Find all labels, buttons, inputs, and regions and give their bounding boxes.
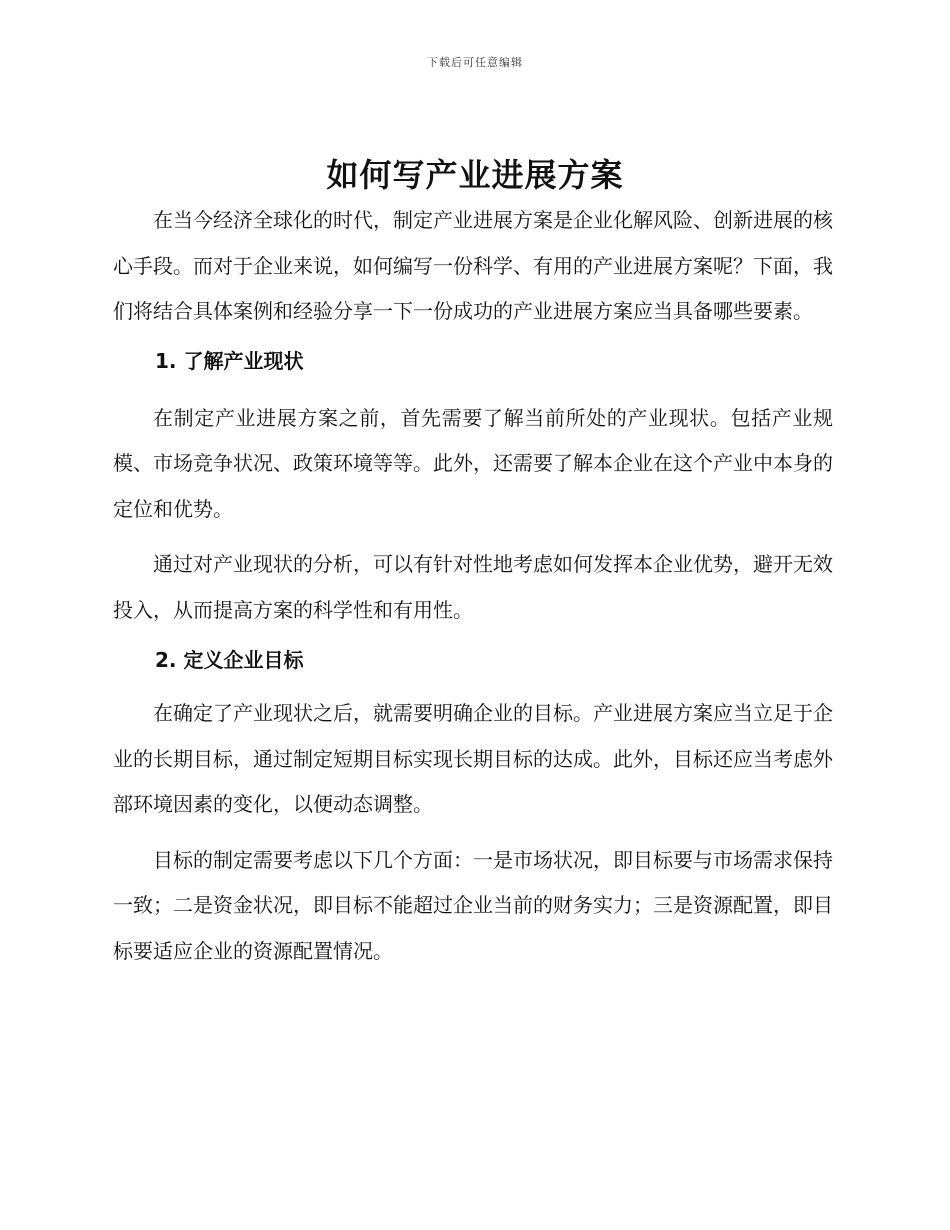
document-body xyxy=(113,198,833,984)
section-enterprise-goals xyxy=(113,645,833,974)
header-note: 下载后可任意编辑 xyxy=(427,56,523,69)
section-heading: 2. 定义企业目标 xyxy=(155,648,304,672)
section-paragraph: 通过对产业现状的分析，可以有针对性地考虑如何发挥本企业优势，避开无效投入，从而提高方案的科学性和有用性。 xyxy=(113,552,833,622)
section-paragraph: 目标的制定需要考虑以下几个方面：一是市场状况，即目标要与市场需求保持一致；二是资金状况，即目标不能超过企业当前的财务实力；三是资源配置，即目标要适应企业的资源配置情况。 xyxy=(113,847,833,963)
section-paragraph: 在确定了产业现状之后，就需要明确企业的目标。产业进展方案应当立足于企业的长期目标，通过制定短期目标实现长期目标的达成。此外，目标还应当考虑外部环境因素的变化，以便动态调整。 xyxy=(113,701,833,816)
section-industry-status xyxy=(113,346,833,634)
section-heading: 1. 了解产业现状 xyxy=(155,348,304,373)
intro-paragraph: 在当今经济全球化的时代，制定产业进展方案是企业化解风险、创新进展的核心手段。而对于企业来说，如何编写一份科学、有用的产业进展方案呢？下面，我们将结合具体案例和经验分享一下一份成功的产业进展方案应当具备哪些要素。 xyxy=(113,208,833,323)
section-paragraph: 在制定产业进展方案之前，首先需要了解当前所处的产业现状。包括产业规模、市场竞争状况、政策环境等等。此外，还需要了解本企业在这个产业中本身的定位和优势。 xyxy=(113,405,833,521)
document-title: 如何写产业进展方案 xyxy=(326,156,624,194)
